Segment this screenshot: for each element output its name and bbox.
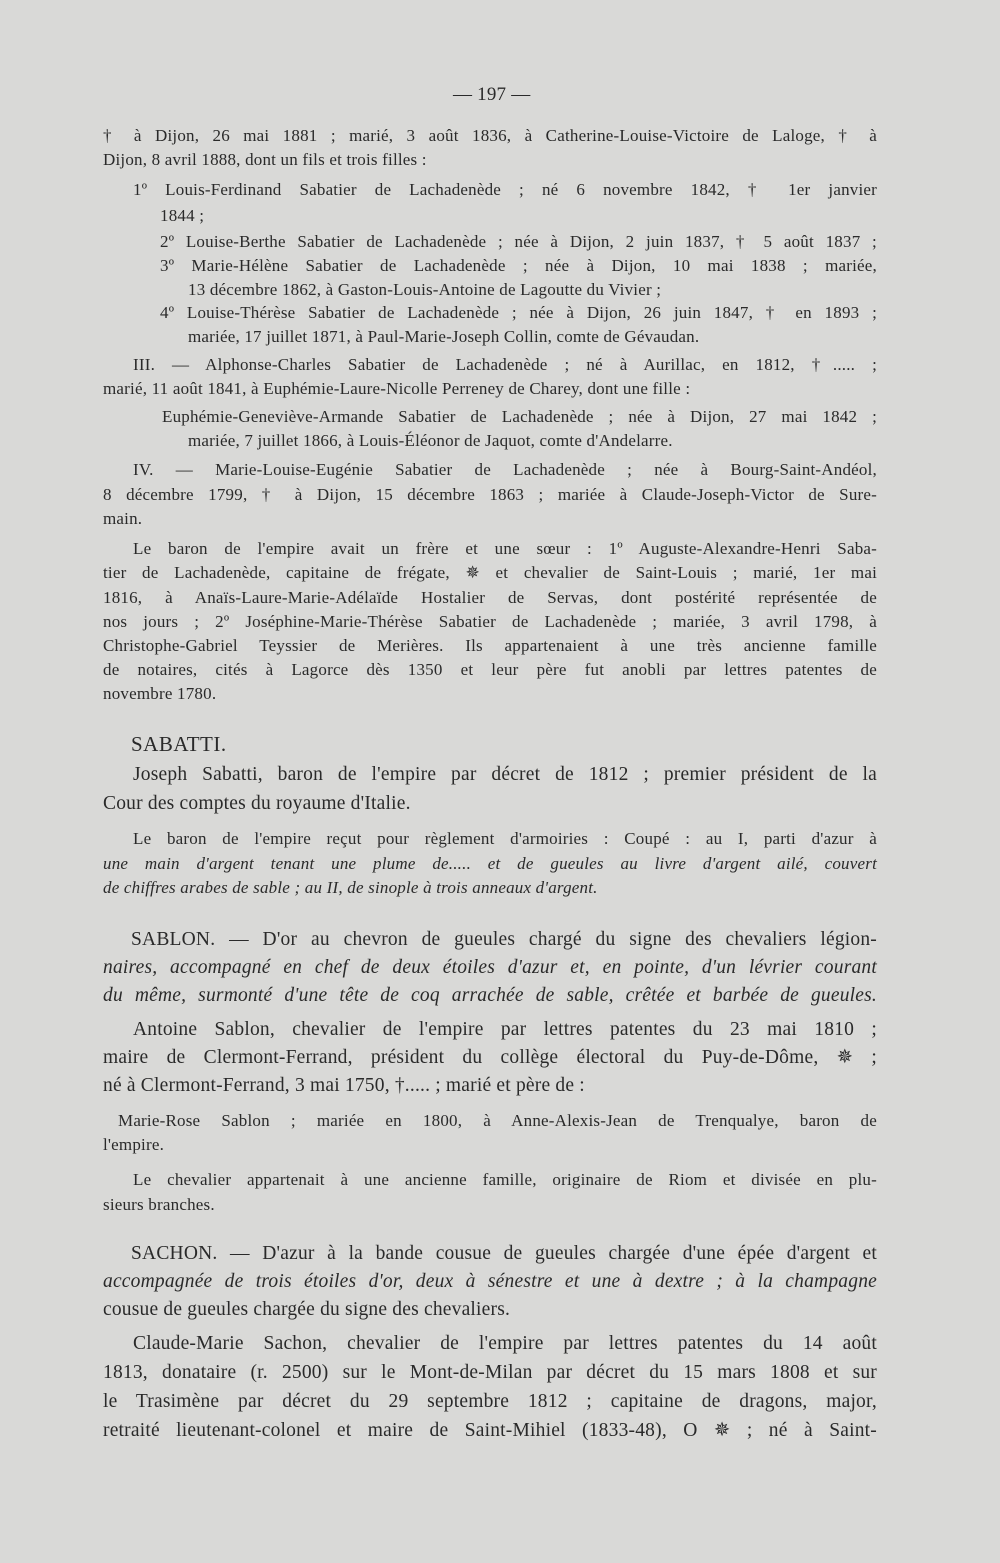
text-line: Le baron de l'empire reçut pour règlement d'armoiries : Coupé : au I, parti d'azur à	[133, 829, 877, 848]
text-line: Marie-Rose Sablon ; mariée en 1800, à Anne-Alexis-Jean de Trenqualye, baron de	[118, 1111, 877, 1130]
list-item: 2º Louise-Berthe Sabatier de Lachadenède ; née à Dijon, 2 juin 1837, † 5 août 1837 ;	[160, 232, 877, 251]
text-line: maire de Clermont-Ferrand, président du collège électoral du Puy-de-Dôme, ✵ ;	[103, 1047, 877, 1068]
list-item: 4º Louise-Thérèse Sabatier de Lachadenède ; née à Dijon, 26 juin 1847, † en 1893 ;	[160, 303, 877, 322]
text-line: le Trasimène par décret du 29 septembre 1812 ; capitaine de dragons, major,	[103, 1391, 877, 1412]
text-line: Euphémie-Geneviève-Armande Sabatier de Lachadenède ; née à Dijon, 27 mai 1842 ;	[162, 407, 877, 426]
text-line: mariée, 7 juillet 1866, à Louis-Éléonor de Jaquot, comte d'Andelarre.	[188, 431, 673, 450]
entry-heading-sablon: SABLON. — D'or au chevron de gueules chargé du signe des chevaliers légion-	[131, 929, 877, 950]
text-line: Dijon, 8 avril 1888, dont un fils et trois filles :	[103, 150, 427, 169]
text-line: sieurs branches.	[103, 1195, 215, 1214]
text-line: novembre 1780.	[103, 684, 217, 703]
text-line: nos jours ; 2º Joséphine-Marie-Thérèse Sabatier de Lachadenède ; mariée, 3 avril 1798, à	[103, 612, 877, 631]
text-line: Christophe-Gabriel Teyssier de Merières. Ils appartenaient à une très ancienne famille	[103, 636, 877, 655]
text-line: III. — Alphonse-Charles Sabatier de Lachadenède ; né à Aurillac, en 1812, †..... ;	[133, 355, 877, 374]
text-line: Cour des comptes du royaume d'Italie.	[103, 793, 411, 814]
text-line: 1844 ;	[160, 206, 205, 225]
text-line: Antoine Sablon, chevalier de l'empire par lettres patentes du 23 mai 1810 ;	[133, 1019, 877, 1040]
text-line: Joseph Sabatti, baron de l'empire par décret de 1812 ; premier président de la	[133, 764, 877, 785]
text-line: Le chevalier appartenait à une ancienne famille, originaire de Riom et divisée en plu-	[133, 1170, 877, 1189]
text-line: retraité lieutenant-colonel et maire de Saint-Mihiel (1833-48), O ✵ ; né à Saint-	[103, 1420, 877, 1441]
text-line: naires, accompagné en chef de deux étoiles d'azur et, en pointe, d'un lévrier courant	[103, 957, 877, 978]
text-line: 13 décembre 1862, à Gaston-Louis-Antoine de Lagoutte du Vivier ;	[188, 280, 662, 299]
text-line: main.	[103, 509, 143, 528]
text-line: † à Dijon, 26 mai 1881 ; marié, 3 août 1836, à Catherine-Louise-Victoire de Laloge, † à	[103, 126, 877, 145]
text-line: du même, surmonté d'une tête de coq arrachée de sable, crêtée et barbée de gueules.	[103, 985, 877, 1006]
list-item: 3º Marie-Hélène Sabatier de Lachadenède ; née à Dijon, 10 mai 1838 ; mariée,	[160, 256, 877, 275]
entry-heading-sachon: SACHON. — D'azur à la bande cousue de gueules chargée d'une épée d'argent et	[131, 1243, 877, 1264]
text-line: accompagnée de trois étoiles d'or, deux à sénestre et une à dextre ; à la champagne	[103, 1271, 877, 1292]
text-line: mariée, 17 juillet 1871, à Paul-Marie-Joseph Collin, comte de Gévaudan.	[188, 327, 700, 346]
text-line: 1813, donataire (r. 2500) sur le Mont-de-Milan par décret du 15 mars 1808 et sur	[103, 1362, 877, 1383]
text-line: Claude-Marie Sachon, chevalier de l'empire par lettres patentes du 14 août	[133, 1333, 877, 1354]
text-line: de notaires, cités à Lagorce dès 1350 et leur père fut anobli par lettres patentes de	[103, 660, 877, 679]
text-line: Le baron de l'empire avait un frère et une sœur : 1º Auguste-Alexandre-Henri Saba-	[133, 539, 877, 558]
text-line: l'empire.	[103, 1135, 165, 1154]
text-line: de chiffres arabes de sable ; au II, de sinople à trois anneaux d'argent.	[103, 878, 598, 897]
entry-heading-sabatti: SABATTI.	[131, 732, 227, 756]
list-item: 1º Louis-Ferdinand Sabatier de Lachadenède ; né 6 novembre 1842, † 1er janvier	[133, 180, 877, 199]
text-line: IV. — Marie-Louise-Eugénie Sabatier de Lachadenède ; née à Bourg-Saint-Andéol,	[133, 460, 877, 479]
text-line: tier de Lachadenède, capitaine de frégate, ✵ et chevalier de Saint-Louis ; marié, 1er mai	[103, 563, 877, 582]
text-line: né à Clermont-Ferrand, 3 mai 1750, †..... ; marié et père de :	[103, 1075, 585, 1096]
page-number: — 197 —	[453, 84, 531, 105]
text-line: une main d'argent tenant une plume de..... et de gueules au livre d'argent ailé, couvert	[103, 854, 877, 873]
text-line: cousue de gueules chargée du signe des chevaliers.	[103, 1299, 511, 1320]
text-line: 8 décembre 1799, † à Dijon, 15 décembre 1863 ; mariée à Claude-Joseph-Victor de Sure-	[103, 485, 877, 504]
text-line: marié, 11 août 1841, à Euphémie-Laure-Nicolle Perreney de Charey, dont une fille :	[103, 379, 691, 398]
text-line: 1816, à Anaïs-Laure-Marie-Adélaïde Hostalier de Servas, dont postérité représentée de	[103, 588, 877, 607]
